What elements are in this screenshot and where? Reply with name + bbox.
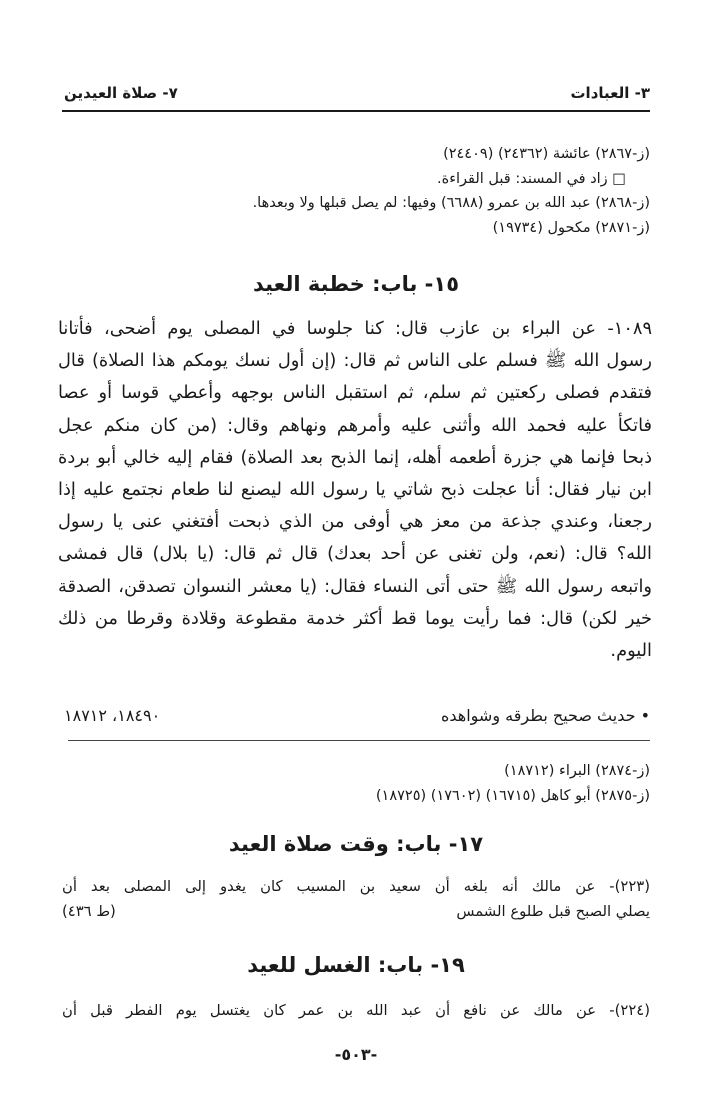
reference-line: (ز-٢٨٧١) مكحول (١٩٧٣٤) [492, 219, 650, 236]
reference-line: (ز-٢٨٦٨) عبد الله بن عمرو (٦٦٨٨) وفيها: لم يصل قبلها ولا وبعدها. [252, 195, 650, 211]
athar-223 [62, 874, 650, 924]
hadith-line: رسول الله ﷺ فسلم على الناس ثم قال: (إن أول نسك يومكم هذا الصلاة) قال [58, 350, 652, 372]
hadith-line: رجعنا، وعندي جذعة من معز هي أوفى من الذي ذبحت أفتغني عنى يا رسول [58, 511, 652, 533]
hadith-line: فاتكأ عليه فحمد الله وأثنى عليه وأمرهم ونهاهم وقال: (من كان منكم عجل [58, 414, 652, 436]
hadith-line: واتبعه رسول الله ﷺ حتى أتى النساء فقال: (يا معشر النسوان تصدقن، الصدقة [58, 575, 652, 597]
hadith-line: ابن نيار فقال: أنا عجلت ذبح شاتي يا رسول الله ليصنع لنا طعام نجتمع عليه إذا [58, 478, 652, 500]
reference-line: (ز-٢٨٦٧) عائشة (٢٤٣٦٢) (٢٤٤٠٩) [443, 146, 650, 162]
athar-line: يصلي الصبح قبل طلوع الشمس [456, 903, 650, 920]
hadith-line: فتقدم فصلى ركعتين ثم سلم، ثم استقبل الناس بوجهه وأعطي قوسا أو عصا [58, 382, 652, 404]
athar-ref: (ط ٤٣٦) [62, 903, 116, 920]
athar-line: (٢٢٣)- عن مالك أنه بلغه أن سعيد بن المسيب كان يغدو إلى المصلى بعد أن [62, 878, 650, 895]
grading-refs: ١٨٤٩٠، ١٨٧١٢ [64, 706, 161, 725]
athar-224 [62, 998, 650, 1023]
hadith-line: ذبحا فإنما هي جزرة أطعمه أهله، إنما الذبح بعد الصلاة) فقام إليه خالي أبو بردة [58, 446, 652, 468]
page-number: -٥٠٣- [334, 1045, 378, 1064]
hadith-line: الله؟ قال: (نعم، ولن تغنى عن أحد بعدك) قال ثم قال: (يا بلال) قال فمشى [58, 543, 652, 565]
header-chapter: ٧- صلاة العيدين [64, 84, 178, 102]
hadith-line: ١٠٨٩- عن البراء بن عازب قال: كنا جلوسا في المصلى يوم أضحى، فأتانا [58, 318, 652, 339]
grading-text: • حديث صحيح بطرقه وشواهده [441, 706, 650, 725]
reference-rule [68, 740, 650, 741]
athar-line: (٢٢٤)- عن مالك عن نافع أن عبد الله بن عمر كان يغتسل يوم الفطر قبل أن [62, 1002, 650, 1019]
hadith-line: خير لكن) قال: فما رأيت يوما قط أكثر خدمة مقطوعة وقلادة وقرطا من ذلك [58, 607, 652, 629]
athar-line-with-ref [62, 899, 650, 924]
chapter-heading-19: ١٩- باب: الغسل للعيد [247, 953, 465, 977]
hadith-1089 [58, 313, 652, 667]
top-references [60, 142, 650, 240]
header-rule [62, 110, 650, 112]
header-book-section: ٣- العبادات [570, 84, 650, 102]
running-header [64, 80, 650, 110]
chapter-heading-17: ١٧- باب: وقت صلاة العيد [228, 832, 484, 856]
mid-references [60, 759, 650, 808]
hadith-line: اليوم. [610, 639, 652, 661]
reference-line: (ز-٢٨٧٤) البراء (١٨٧١٢) [504, 763, 650, 779]
grading-row [64, 706, 650, 732]
reference-note: □ زاد في المسند: قبل القراءة. [436, 170, 626, 187]
chapter-heading-15: ١٥- باب: خطبة العيد [252, 272, 460, 296]
reference-line: (ز-٢٨٧٥) أبو كاهل (١٦٧١٥) (١٧٦٠٢) (١٨٧٢٥) [375, 787, 650, 804]
